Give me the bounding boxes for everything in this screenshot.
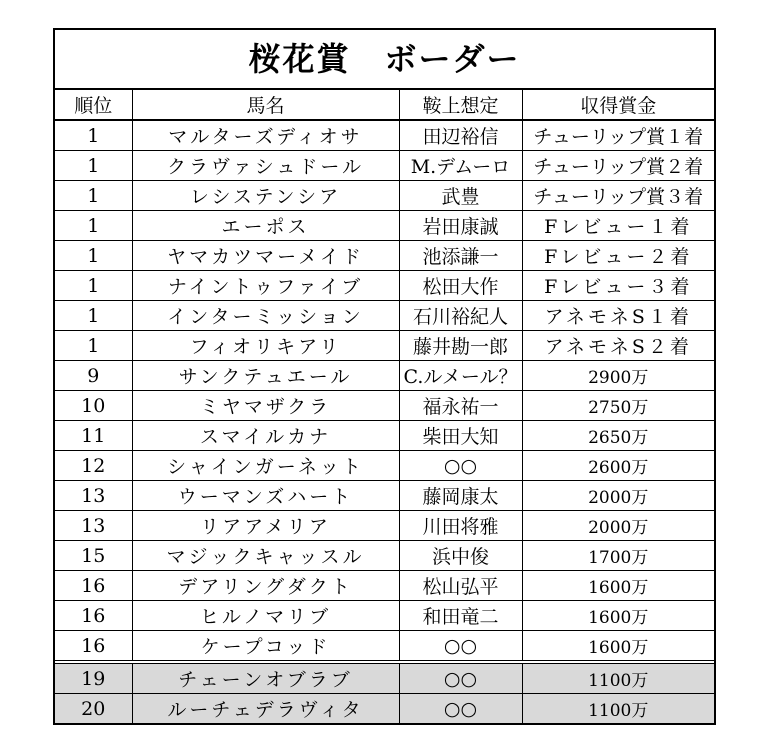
header-prize: 収得賞金 <box>522 90 714 120</box>
horse-cell: レシステンシア <box>132 181 399 211</box>
rank-cell: 9 <box>55 361 132 391</box>
header-horse: 馬名 <box>132 90 399 120</box>
jockey-cell: 柴田大知 <box>399 421 522 451</box>
prize-cell: 2000万 <box>522 481 714 511</box>
jockey-cell: C.ルメール？ <box>399 361 522 391</box>
table-row <box>55 481 714 511</box>
prize-cell: チューリップ賞３着 <box>522 181 714 211</box>
jockey-cell: 池添謙一 <box>399 241 522 271</box>
horse-cell: ルーチェデラヴィタ <box>132 694 399 724</box>
jockey-cell: 田辺裕信 <box>399 120 522 151</box>
rank-cell: 1 <box>55 301 132 331</box>
horse-cell: エーポス <box>132 211 399 241</box>
jockey-cell: M.デムーロ <box>399 151 522 181</box>
jockey-cell: 浜中俊 <box>399 541 522 571</box>
jockey-cell: 和田竜二 <box>399 601 522 631</box>
jockey-cell: ○○ <box>399 662 522 694</box>
horse-cell: デアリングダクト <box>132 571 399 601</box>
jockey-cell: 松田大作 <box>399 271 522 301</box>
table-row <box>55 151 714 181</box>
rank-cell: 10 <box>55 391 132 421</box>
horse-cell: ナイントゥファイブ <box>132 271 399 301</box>
table-row <box>55 694 714 724</box>
table-row <box>55 271 714 301</box>
rank-cell: 1 <box>55 211 132 241</box>
horse-cell: ヤマカツマーメイド <box>132 241 399 271</box>
jockey-cell: 藤井勘一郎 <box>399 331 522 361</box>
prize-cell: Fレビュー２着 <box>522 241 714 271</box>
prize-cell: チューリップ賞１着 <box>522 120 714 151</box>
rank-cell: 13 <box>55 481 132 511</box>
header-rank: 順位 <box>55 90 132 120</box>
horse-cell: フィオリキアリ <box>132 331 399 361</box>
horse-cell: ウーマンズハート <box>132 481 399 511</box>
rank-cell: 1 <box>55 120 132 151</box>
prize-cell: チューリップ賞２着 <box>522 151 714 181</box>
jockey-cell: ○○ <box>399 631 522 663</box>
prize-cell: Fレビュー１着 <box>522 211 714 241</box>
prize-cell: アネモネS１着 <box>522 301 714 331</box>
table-row <box>55 391 714 421</box>
prize-cell: 1700万 <box>522 541 714 571</box>
horse-cell: スマイルカナ <box>132 421 399 451</box>
table-row <box>55 361 714 391</box>
border-sheet <box>53 28 716 725</box>
table-row <box>55 331 714 361</box>
prize-cell: 1100万 <box>522 694 714 724</box>
rank-cell: 1 <box>55 181 132 211</box>
horse-cell: シャインガーネット <box>132 451 399 481</box>
table-row <box>55 181 714 211</box>
rank-cell: 16 <box>55 601 132 631</box>
jockey-cell: ○○ <box>399 451 522 481</box>
jockey-cell: 岩田康誠 <box>399 211 522 241</box>
rank-cell: 1 <box>55 151 132 181</box>
rank-cell: 1 <box>55 331 132 361</box>
prize-cell: 1100万 <box>522 662 714 694</box>
rank-cell: 1 <box>55 271 132 301</box>
table-row <box>55 571 714 601</box>
prize-cell: 1600万 <box>522 601 714 631</box>
jockey-cell: 松山弘平 <box>399 571 522 601</box>
rank-cell: 1 <box>55 241 132 271</box>
horse-cell: インターミッション <box>132 301 399 331</box>
rank-cell: 11 <box>55 421 132 451</box>
prize-cell: 1600万 <box>522 631 714 663</box>
rank-cell: 13 <box>55 511 132 541</box>
prize-cell: 1600万 <box>522 571 714 601</box>
header-row <box>55 90 714 120</box>
rank-cell: 20 <box>55 694 132 724</box>
jockey-cell: ○○ <box>399 694 522 724</box>
horse-cell: ミヤマザクラ <box>132 391 399 421</box>
table-row <box>55 601 714 631</box>
prize-cell: 2000万 <box>522 511 714 541</box>
sheet-title: 桜花賞 ボーダー <box>55 30 714 90</box>
jockey-cell: 藤岡康太 <box>399 481 522 511</box>
table-row <box>55 631 714 663</box>
table-row <box>55 662 714 694</box>
rank-cell: 16 <box>55 631 132 663</box>
header-jockey: 鞍上想定 <box>399 90 522 120</box>
horse-cell: ケープコッド <box>132 631 399 663</box>
table-row <box>55 241 714 271</box>
jockey-cell: 武豊 <box>399 181 522 211</box>
jockey-cell: 石川裕紀人 <box>399 301 522 331</box>
horse-cell: ヒルノマリブ <box>132 601 399 631</box>
rank-cell: 16 <box>55 571 132 601</box>
table-row <box>55 120 714 151</box>
prize-cell: 2600万 <box>522 451 714 481</box>
prize-cell: Fレビュー３着 <box>522 271 714 301</box>
table-row <box>55 511 714 541</box>
jockey-cell: 川田将雅 <box>399 511 522 541</box>
table-row <box>55 211 714 241</box>
horse-cell: サンクテュエール <box>132 361 399 391</box>
table-row <box>55 541 714 571</box>
table-row <box>55 421 714 451</box>
horse-cell: チェーンオブラブ <box>132 662 399 694</box>
rank-cell: 12 <box>55 451 132 481</box>
prize-cell: 2900万 <box>522 361 714 391</box>
jockey-cell: 福永祐一 <box>399 391 522 421</box>
horse-cell: マルターズディオサ <box>132 120 399 151</box>
prize-cell: 2650万 <box>522 421 714 451</box>
horse-cell: マジックキャッスル <box>132 541 399 571</box>
table-row <box>55 301 714 331</box>
prize-cell: アネモネS２着 <box>522 331 714 361</box>
border-table <box>55 90 714 723</box>
rank-cell: 15 <box>55 541 132 571</box>
table-row <box>55 451 714 481</box>
prize-cell: 2750万 <box>522 391 714 421</box>
horse-cell: クラヴァシュドール <box>132 151 399 181</box>
horse-cell: リアアメリア <box>132 511 399 541</box>
rank-cell: 19 <box>55 662 132 694</box>
